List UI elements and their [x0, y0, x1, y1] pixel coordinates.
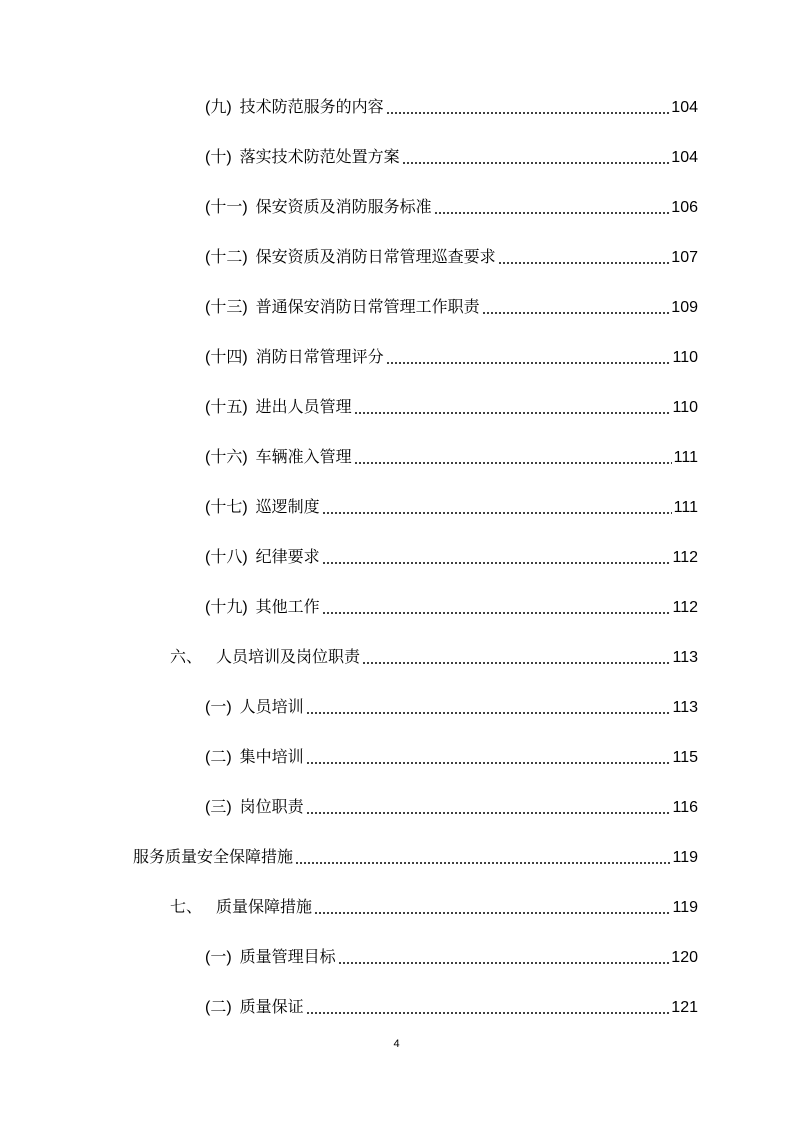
toc-entry-page: 104 — [671, 149, 698, 166]
toc-entry[interactable] — [0, 146, 698, 170]
toc-entry-number: (九) — [205, 99, 232, 116]
toc-entry[interactable] — [0, 746, 698, 770]
toc-entry-number: (十一) — [205, 199, 248, 216]
toc-entry-page: 111 — [673, 449, 698, 466]
toc-entry[interactable] — [0, 646, 698, 670]
toc-entry-title: 技术防范服务的内容 — [239, 99, 384, 116]
toc-entry-number: (一) — [205, 699, 232, 716]
dot-leader — [306, 761, 671, 765]
toc-entry-title: 保安资质及消防服务标准 — [255, 199, 432, 216]
toc-entry-page: 115 — [672, 749, 698, 766]
toc-entry-title: 普通保安消防日常管理工作职责 — [255, 299, 480, 316]
toc-entry-title: 人员培训及岗位职责 — [216, 649, 361, 666]
toc-entry-title: 集中培训 — [239, 749, 304, 766]
toc-entry[interactable] — [0, 846, 698, 870]
toc-entry[interactable] — [0, 446, 698, 470]
toc-entry-page: 110 — [672, 399, 698, 416]
toc-entry-title: 纪律要求 — [255, 549, 320, 566]
toc-entry-number: (二) — [205, 749, 232, 766]
toc-entry-title: 质量保证 — [239, 999, 304, 1016]
toc-entry[interactable] — [0, 546, 698, 570]
toc-entry-number: (十九) — [205, 599, 248, 616]
toc-entry-number: (十三) — [205, 299, 248, 316]
dot-leader — [482, 311, 670, 315]
toc-entry-title: 保安资质及消防日常管理巡查要求 — [255, 249, 496, 266]
toc-entry[interactable] — [0, 246, 698, 270]
toc-entry-title: 进出人员管理 — [255, 399, 352, 416]
toc-entry[interactable] — [0, 996, 698, 1020]
toc-entry-page: 110 — [672, 349, 698, 366]
toc-entry[interactable] — [0, 496, 698, 520]
toc-entry-page: 113 — [672, 649, 698, 666]
toc-entry-number: (三) — [205, 799, 232, 816]
toc-entry-page: 112 — [672, 599, 698, 616]
toc-entry[interactable] — [0, 696, 698, 720]
dot-leader — [295, 861, 670, 865]
toc-entry[interactable] — [0, 296, 698, 320]
dot-leader — [306, 711, 671, 715]
dot-leader — [314, 911, 670, 915]
dot-leader — [402, 161, 670, 165]
toc-entry-title: 车辆准入管理 — [255, 449, 352, 466]
toc-entry[interactable] — [0, 396, 698, 420]
toc-entry-page: 119 — [672, 899, 698, 916]
dot-leader — [434, 211, 670, 215]
toc-entry-number: (十六) — [205, 449, 248, 466]
dot-leader — [386, 111, 670, 115]
toc-entry-title: 落实技术防范处置方案 — [239, 149, 400, 166]
toc-entry-page: 109 — [671, 299, 698, 316]
dot-leader — [322, 561, 671, 565]
toc-entry-number: (二) — [205, 999, 232, 1016]
toc-entry-title: 服务质量安全保障措施 — [133, 849, 294, 866]
toc-entry-page: 120 — [671, 949, 698, 966]
toc-entry-title: 人员培训 — [239, 699, 304, 716]
toc-entry-page: 116 — [672, 799, 698, 816]
toc-entry-number: (十七) — [205, 499, 248, 516]
toc-entry-number: (十四) — [205, 349, 248, 366]
toc-entry[interactable] — [0, 946, 698, 970]
dot-leader — [306, 811, 671, 815]
toc-entry-number: (十八) — [205, 549, 248, 566]
toc-entry-title: 质量保障措施 — [216, 899, 313, 916]
toc-entry-page: 106 — [671, 199, 698, 216]
toc-entry[interactable] — [0, 796, 698, 820]
dot-leader — [386, 361, 671, 365]
toc-entry-number: (十) — [205, 149, 232, 166]
toc-entry-number: (十二) — [205, 249, 248, 266]
toc-entry[interactable] — [0, 196, 698, 220]
dot-leader — [306, 1011, 670, 1015]
toc-entry-page: 119 — [672, 849, 698, 866]
toc-entry[interactable] — [0, 346, 698, 370]
toc-entry-page: 113 — [672, 699, 698, 716]
toc-entry-number: 六、 — [170, 649, 203, 666]
toc-entry-page: 107 — [671, 249, 698, 266]
toc-entry[interactable] — [0, 96, 698, 120]
toc-entry-title: 消防日常管理评分 — [255, 349, 384, 366]
dot-leader — [354, 411, 671, 415]
toc-entry-number: (十五) — [205, 399, 248, 416]
dot-leader — [362, 661, 670, 665]
toc-entry-title: 巡逻制度 — [255, 499, 320, 516]
toc-entry-title: 其他工作 — [255, 599, 320, 616]
dot-leader — [354, 461, 672, 465]
toc-entry-page: 112 — [672, 549, 698, 566]
toc-entry-page: 121 — [671, 999, 698, 1016]
toc-entry-number: (一) — [205, 949, 232, 966]
toc-entry-number: 七、 — [170, 899, 203, 916]
toc-entry-page: 111 — [673, 499, 698, 516]
dot-leader — [338, 961, 670, 965]
toc-entry-page: 104 — [671, 99, 698, 116]
dot-leader — [322, 511, 672, 515]
page-number: 4 — [393, 1038, 400, 1050]
toc-entry-title: 质量管理目标 — [239, 949, 336, 966]
dot-leader — [322, 611, 671, 615]
dot-leader — [498, 261, 670, 265]
toc-entry[interactable] — [0, 896, 698, 920]
toc-entry[interactable] — [0, 596, 698, 620]
toc-entry-title: 岗位职责 — [239, 799, 304, 816]
